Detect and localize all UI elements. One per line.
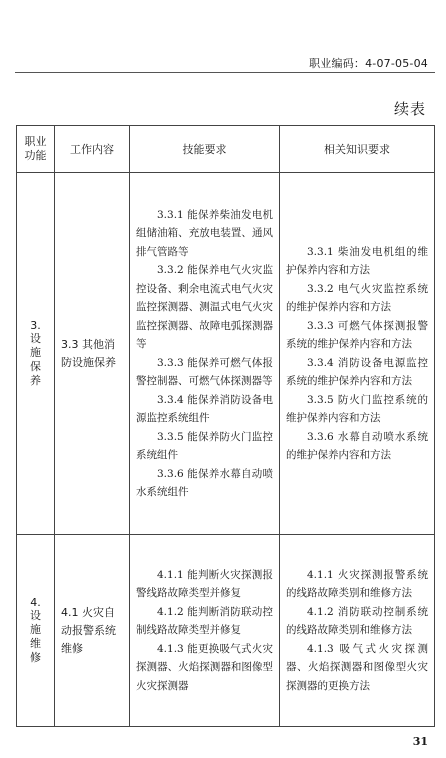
function-name: 设施保养 [30,332,41,387]
skill-item: 4.1.1 能判断火灾探测报警线路故障类型并修复 [136,568,273,600]
table-row [17,535,435,727]
requirements-table [16,125,435,727]
function-number: 4. [30,596,41,609]
knowledge-item: 3.3.4 消防设备电源监控系统的维护保养内容和方法 [286,356,428,387]
page-number: 31 [412,735,428,748]
knowledge-item: 3.3.6 水幕自动喷水系统的维护保养内容和方法 [286,430,428,461]
header-rule [15,72,435,73]
skill-cell [130,535,280,727]
knowledge-item: 4.1.3 吸气式火灾探测器、火焰探测器和图像型火灾探测器的更换方法 [286,642,428,692]
header-work-content: 工作内容 [55,126,130,173]
work-content-cell: 3.3 其他消防设施保养 [55,173,130,535]
function-name: 设施维修 [30,609,41,664]
continued-label: 续表 [393,100,426,118]
knowledge-item: 3.3.1 柴油发电机组的维护保养内容和方法 [286,245,428,276]
header-skill-requirements: 技能要求 [130,126,280,173]
skill-cell [130,173,280,535]
occupation-code: 职业编码：4-07-05-04 [309,57,428,70]
skill-item: 3.3.4 能保养消防设备电源监控系统组件 [136,393,273,424]
work-content-cell: 4.1 火灾自动报警系统维修 [55,535,130,727]
table-row [17,173,435,535]
knowledge-cell [280,535,435,727]
skill-item: 3.3.1 能保养柴油发电机组储油箱、充放电装置、通风排气管路等 [136,208,273,258]
skill-item: 3.3.3 能保养可燃气体报警控制器、可燃气体探测器等 [136,356,273,387]
knowledge-item: 4.1.2 消防联动控制系统的线路故障类别和维修方法 [286,605,428,637]
function-cell [17,173,55,535]
knowledge-item: 4.1.1 火灾探测报警系统的线路故障类别和维修方法 [286,568,428,600]
knowledge-cell [280,173,435,535]
skill-item: 4.1.2 能判断消防联动控制线路故障类型并修复 [136,605,273,637]
skill-item: 3.3.6 能保养水幕自动喷水系统组件 [136,467,273,498]
function-cell [17,535,55,727]
skill-item: 3.3.2 能保养电气火灾监控设备、剩余电流式电气火灾监控探测器、测温式电气火灾监控探测器、故障电弧探测器等 [136,264,273,350]
knowledge-item: 3.3.2 电气火灾监控系统的维护保养内容和方法 [286,282,428,313]
knowledge-item: 3.3.3 可燃气体探测报警系统的维护保养内容和方法 [286,319,428,350]
knowledge-item: 3.3.5 防火门监控系统的维护保养内容和方法 [286,393,428,424]
skill-item: 3.3.5 能保养防火门监控系统组件 [136,430,273,461]
header-knowledge-requirements: 相关知识要求 [280,126,435,173]
function-number: 3. [30,319,41,332]
skill-item: 4.1.3 能更换吸气式火灾探测器、火焰探测器和图像型火灾探测器 [136,642,273,692]
header-function: 职业功能 [17,126,55,173]
table-header-row [17,126,435,173]
